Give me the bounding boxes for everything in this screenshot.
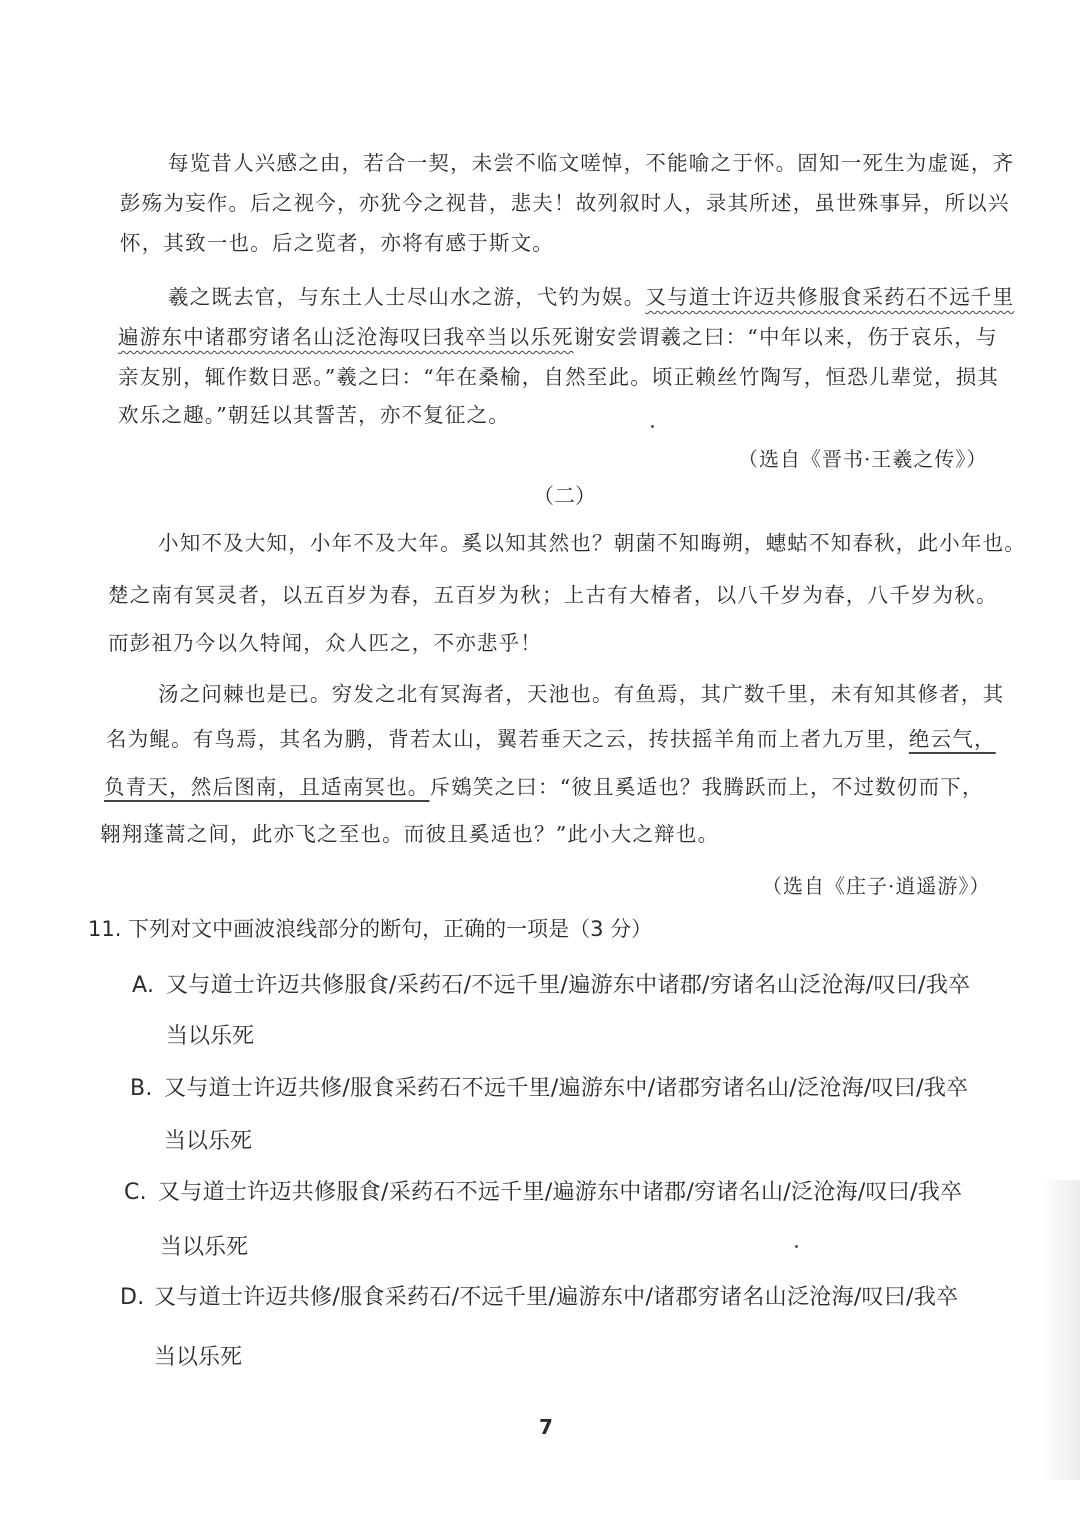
option-c-continued: 当以乐死 (160, 1235, 249, 1260)
question-stem: 11. 下列对文中画波浪线部分的断句，正确的一项是（3 分） (88, 917, 653, 941)
underlined-text: 绝云气， (908, 727, 996, 751)
passage1-line5 (118, 320, 998, 350)
scan-shadow (1040, 1180, 1080, 1480)
underlined-text: 负青天，然后图南，且适南冥也。 (104, 775, 430, 799)
passage2-line2: 楚之南有冥灵者，以五百岁为春，五百岁为秋；上古有大椿者，以八千岁为春，八千岁为秋。 (108, 583, 998, 607)
passage1-line3: 怀，其致一也。后之览者，亦将有感于斯文。 (120, 231, 554, 255)
option-letter: B. (130, 1076, 153, 1101)
passage1-line4 (168, 280, 1014, 310)
passage2-line5 (106, 722, 996, 752)
passage1-line4-text: 羲之既去官，与东土人士尽山水之游，弋钓为娱。 (168, 285, 646, 309)
option-letter: A. (132, 973, 155, 998)
passage1-line1: 每览昔人兴感之由，若合一契，未尝不临文嗟悼，不能喻之于怀。固知一死生为虚诞，齐 (168, 151, 1015, 175)
option-text: 又与道士许迈共修/服食采药石不远千里/遍游东中/诸郡穷诸名山/泛沧海/叹曰/我卒 (164, 1076, 969, 1101)
passage1-line6: 亲友别，辄作数日恶。”羲之曰：“年在桑榆，自然至此。顷正赖丝竹陶写，恒恐儿辈觉，损其 (118, 365, 1000, 389)
passage2-line7: 翱翔蓬蒿之间，此亦飞之至也。而彼且奚适也？”此小大之辩也。 (100, 822, 720, 846)
passage2-source: （选自《庄子·逍遥游》） (762, 874, 991, 898)
speck-mark (651, 425, 654, 428)
passage2-line6-text: 斥鴳笑之曰：“彼且奚适也？我腾跃而上，不过数仞而下， (429, 775, 984, 799)
option-b (130, 1071, 968, 1102)
passage2-line6 (104, 770, 984, 800)
option-c (124, 1175, 962, 1206)
option-letter: C. (124, 1180, 147, 1205)
passage2-line4: 汤之问棘也是已。穷发之北有冥海者，天池也。有鱼焉，其广数千里，未有知其修者，其 (158, 682, 1005, 706)
passage1-line2: 彭殇为妄作。后之视今，亦犹今之视昔，悲夫！故列叙时人，录其所述，虽世殊事异，所以兴 (120, 191, 1010, 215)
option-letter: D. (120, 1285, 145, 1310)
passage1-line5-text: 谢安尝谓羲之曰：“中年以来，伤于哀乐，与 (573, 325, 998, 349)
speck-mark (795, 1245, 798, 1248)
option-d (120, 1280, 958, 1311)
passage1-line7: 欢乐之趣。”朝廷以其誓苦，亦不复征之。 (118, 403, 511, 427)
passage2-line3: 而彭祖乃今以久特闻，众人匹之，不亦悲乎！ (108, 631, 542, 655)
option-text: 又与道士许迈共修/服食采药石/不远千里/遍游东中/诸郡穷诸名山泛沧海/叹曰/我卒 (154, 1285, 959, 1310)
passage2-line5-text: 名为鲲。有鸟焉，其名为鹏，背若太山，翼若垂天之云，抟扶摇羊角而上者九万里， (106, 727, 909, 751)
passage2-line1: 小知不及大知，小年不及大年。奚以知其然也？朝菌不知晦朔，蟪蛄不知春秋，此小年也。 (158, 531, 1026, 555)
wavy-underlined-text: 又与道士许迈共修服食采药石不远千里 (645, 285, 1015, 309)
option-a (132, 968, 970, 999)
wavy-underlined-text: 遍游东中诸郡穷诸名山泛沧海叹曰我卒当以乐死 (118, 325, 574, 349)
option-text: 又与道士许迈共修服食/采药石不远千里/遍游东中诸郡/穷诸名山/泛沧海/叹曰/我卒 (158, 1180, 963, 1205)
option-d-continued: 当以乐死 (154, 1345, 243, 1370)
page-number: 7 (539, 1415, 553, 1439)
passage1-source: （选自《晋书·王羲之传》） (738, 447, 988, 471)
option-b-continued: 当以乐死 (164, 1129, 253, 1154)
section-title: （二） (533, 484, 596, 508)
option-text: 又与道士许迈共修服食/采药石/不远千里/遍游东中诸郡/穷诸名山泛沧海/叹曰/我卒 (166, 973, 971, 998)
option-a-continued: 当以乐死 (166, 1024, 255, 1049)
